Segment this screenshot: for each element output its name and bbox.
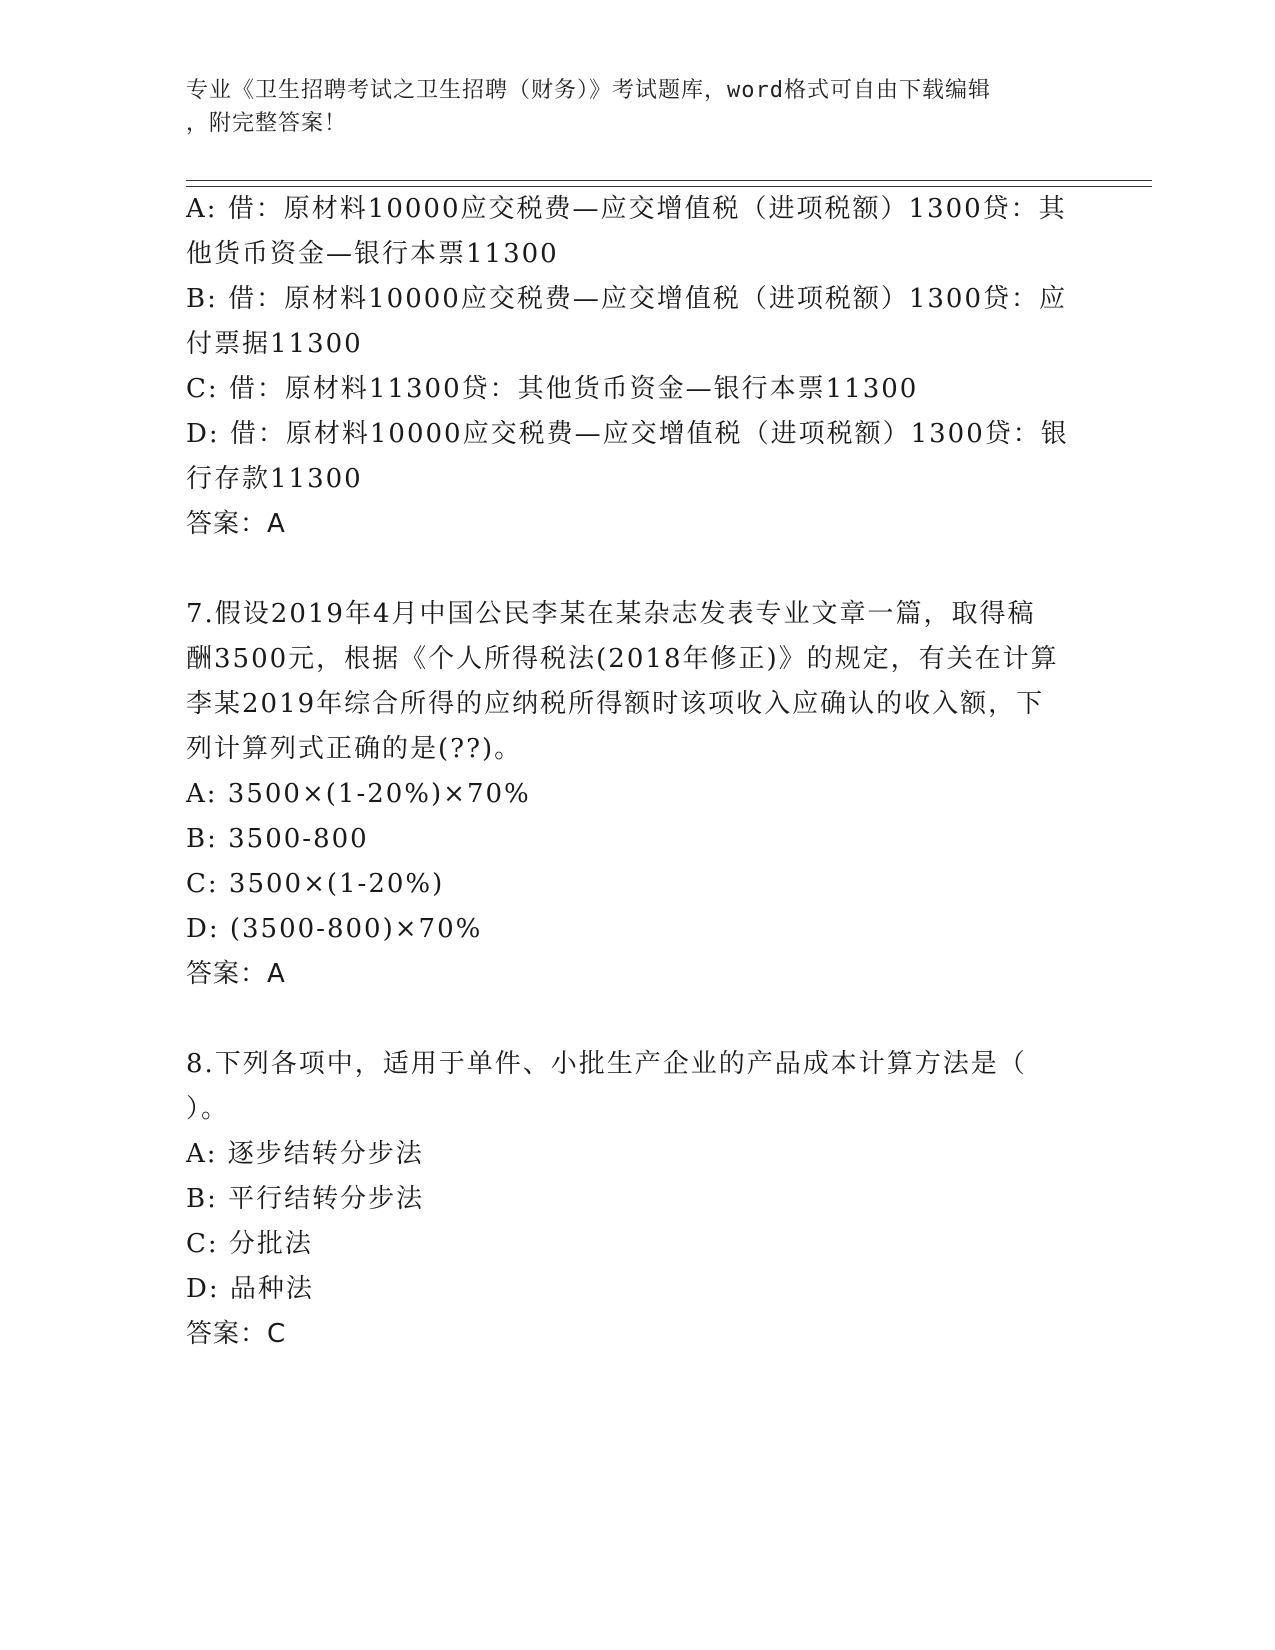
q6-option-b-line-1: B: 借：原材料10000应交税费—应交增值税（进项税额）1300贷：应: [186, 284, 1068, 314]
q8-stem-line-2: ）。: [186, 1094, 230, 1124]
header-line-2: ，附完整答案！: [186, 111, 348, 136]
q8-option-a: A: 逐步结转分步法: [186, 1139, 424, 1169]
q6-option-b-line-2: 付票据11300: [186, 329, 363, 359]
q7-stem-line-2: 酬3500元，根据《个人所得税法(2018年修正)》的规定，有关在计算: [186, 644, 1059, 674]
q7-option-b: B: 3500-800: [186, 824, 369, 854]
q6-answer: 答案：A: [186, 509, 286, 539]
header-divider-top: [186, 180, 1152, 181]
q6-option-d-line-2: 行存款11300: [186, 464, 363, 494]
q8-option-b: B: 平行结转分步法: [186, 1184, 425, 1214]
q7-option-c: C: 3500×(1-20%): [186, 869, 445, 899]
q7-stem-line-1: 7.假设2019年4月中国公民李某在某杂志发表专业文章一篇，取得稿: [186, 599, 1036, 629]
q7-option-a: A: 3500×(1-20%)×70%: [186, 779, 531, 809]
document-header: [186, 74, 1066, 140]
q6-option-c-line-1: C: 借：原材料11300贷：其他货币资金—银行本票11300: [186, 374, 919, 404]
q6-option-a-line-1: A: 借：原材料10000应交税费—应交增值税（进项税额）1300贷：其: [186, 194, 1067, 224]
header-line-1: 专业《卫生招聘考试之卫生招聘（财务）》考试题库，word格式可自由下载编辑: [186, 78, 991, 103]
header-divider-bottom: [186, 186, 1152, 187]
q6-option-d-line-1: D: 借：原材料10000应交税费—应交增值税（进项税额）1300贷：银: [186, 419, 1069, 449]
q7-answer: 答案：A: [186, 959, 286, 989]
q8-option-d: D: 品种法: [186, 1274, 314, 1304]
q8-stem-line-1: 8.下列各项中，适用于单件、小批生产企业的产品成本计算方法是（: [186, 1049, 1027, 1079]
q8-answer: 答案：C: [186, 1319, 287, 1349]
q7-stem-line-4: 列计算列式正确的是(??)。: [186, 734, 523, 764]
q6-option-a-line-2: 他货币资金—银行本票11300: [186, 239, 559, 269]
q7-stem-line-3: 李某2019年综合所得的应纳税所得额时该项收入应确认的收入额，下: [186, 689, 1045, 719]
q7-option-d: D: (3500-800)×70%: [186, 914, 483, 944]
q8-option-c: C: 分批法: [186, 1229, 313, 1259]
